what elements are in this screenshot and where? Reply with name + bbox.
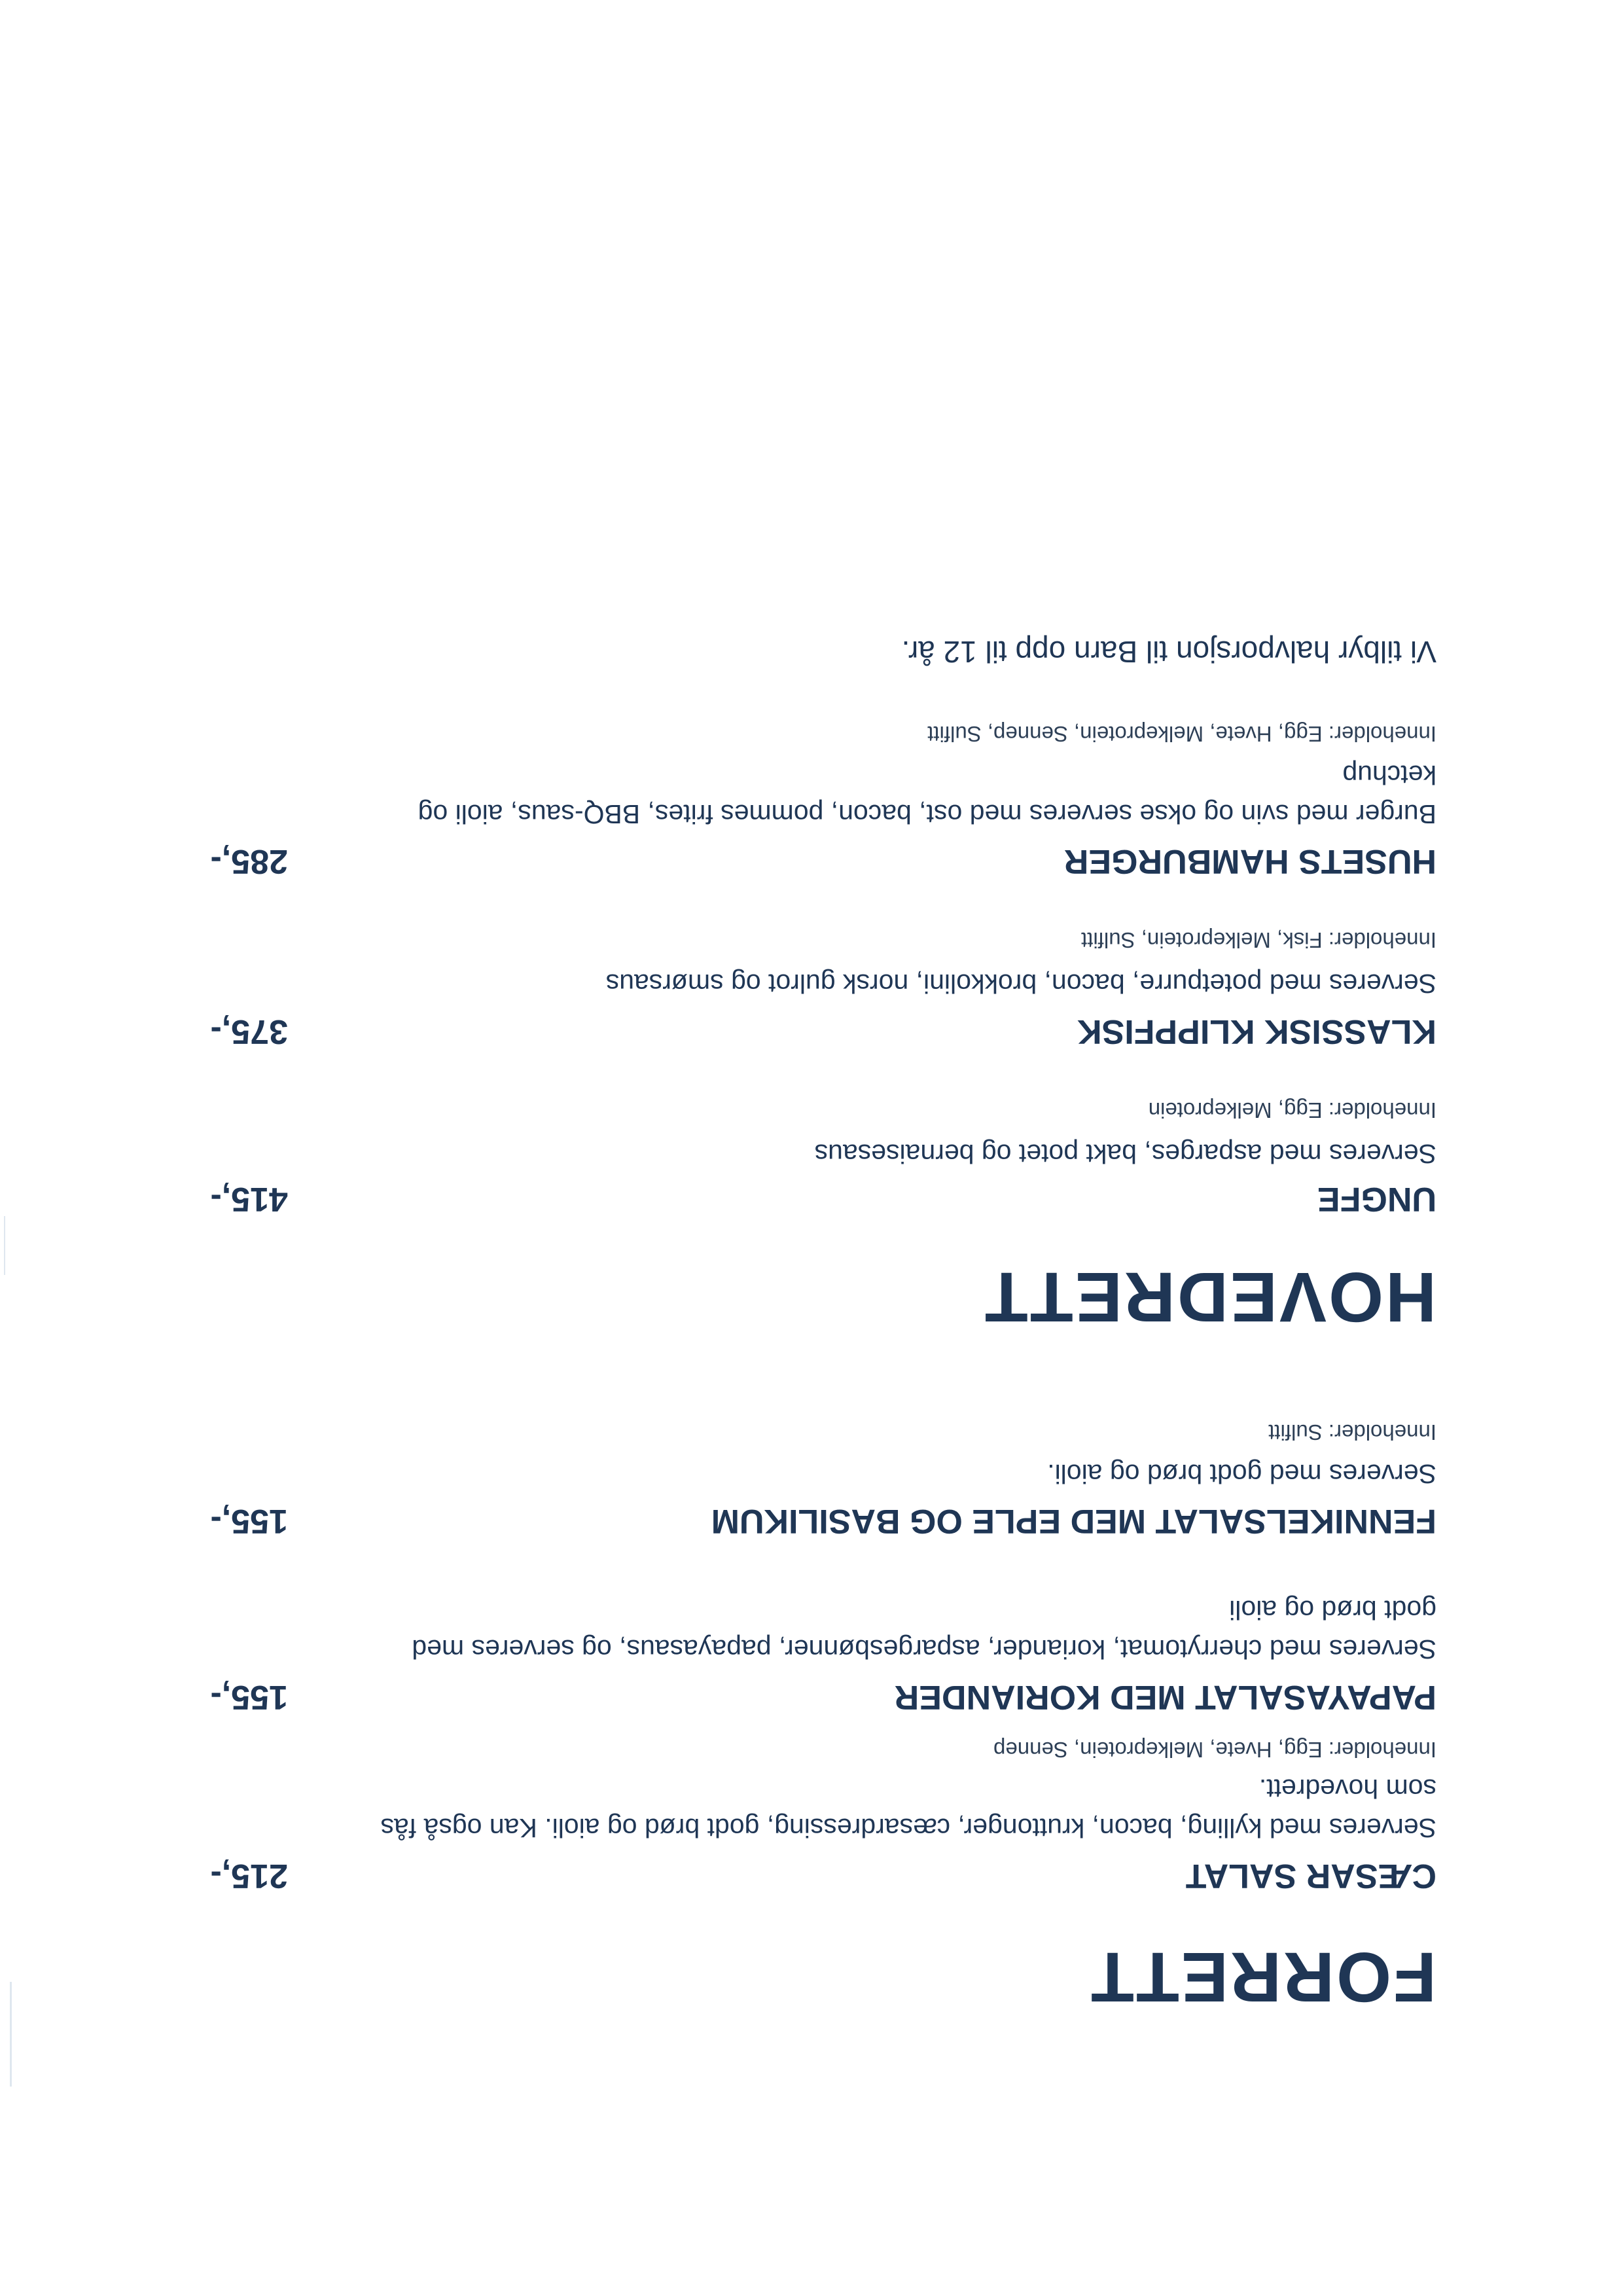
dish-allergens: Inneholder: Egg, Hvete, Melkeprotein, Sennep bbox=[993, 1738, 1436, 1762]
dish-price: 285,- bbox=[210, 842, 288, 880]
dish-price: 415,- bbox=[210, 1180, 288, 1218]
dish-name: HUSETS HAMBURGER bbox=[1063, 842, 1436, 880]
footer-note: Vi tilbyr halvporsjon til Barn opp til 12 år. bbox=[901, 635, 1436, 669]
dish-name: CÆSAR SALAT bbox=[1185, 1857, 1436, 1895]
dish-name: FENNIKELSALAT MED EPLE OG BASILIKUM bbox=[711, 1502, 1436, 1540]
dish-allergens: Inneholder: Sulfitt bbox=[1268, 1420, 1436, 1444]
scan-edge-mark bbox=[4, 1216, 5, 1275]
dish-name: KLASSISK KLIPPFISK bbox=[1077, 1013, 1436, 1050]
scan-edge-mark bbox=[10, 1982, 12, 2087]
dish-price: 375,- bbox=[210, 1013, 288, 1050]
dish-name: UNGFE bbox=[1317, 1180, 1436, 1218]
dish-description: Serveres med asparges, bakt potet og bernaisesaus bbox=[814, 1139, 1436, 1169]
dish-description: Serveres med godt brød og aioli. bbox=[1047, 1459, 1436, 1489]
dish-description: Burger med svin og okse serveres med ost, bacon, pommes frites, BBQ-saus, aioli og ketchup bbox=[418, 760, 1436, 829]
section-title-hovedrett: HOVEDRETT bbox=[982, 1258, 1436, 1337]
dish-price: 215,- bbox=[210, 1857, 288, 1895]
dish-allergens: Inneholder: Fisk, Melkeprotein, Sulfitt bbox=[1081, 928, 1436, 952]
dish-description: Serveres med potetpurre, bacon, brokkolini, norsk gulrot og smørsaus bbox=[605, 969, 1436, 999]
dish-allergens: Inneholder: Egg, Hvete, Melkeprotein, Sennep, Sulfitt bbox=[927, 722, 1436, 746]
dish-description: Serveres med cherrytomat, koriander, aspargesbønner, papayasaus, og serveres med godt brød og aioli bbox=[412, 1595, 1436, 1664]
dish-description: Serveres med kylling, bacon, kruttonger, cæsardressing, godt brød og aioli. Kan også fås som hovedrett. bbox=[380, 1774, 1436, 1843]
dish-name: PAPAYASALAT MED KORIANDER bbox=[894, 1678, 1436, 1716]
dish-price: 155,- bbox=[210, 1678, 288, 1716]
section-title-forrett: FORRETT bbox=[1089, 1938, 1436, 2017]
dish-allergens: Inneholder: Egg, Melkeprotein bbox=[1148, 1098, 1436, 1122]
dish-price: 155,- bbox=[210, 1502, 288, 1540]
